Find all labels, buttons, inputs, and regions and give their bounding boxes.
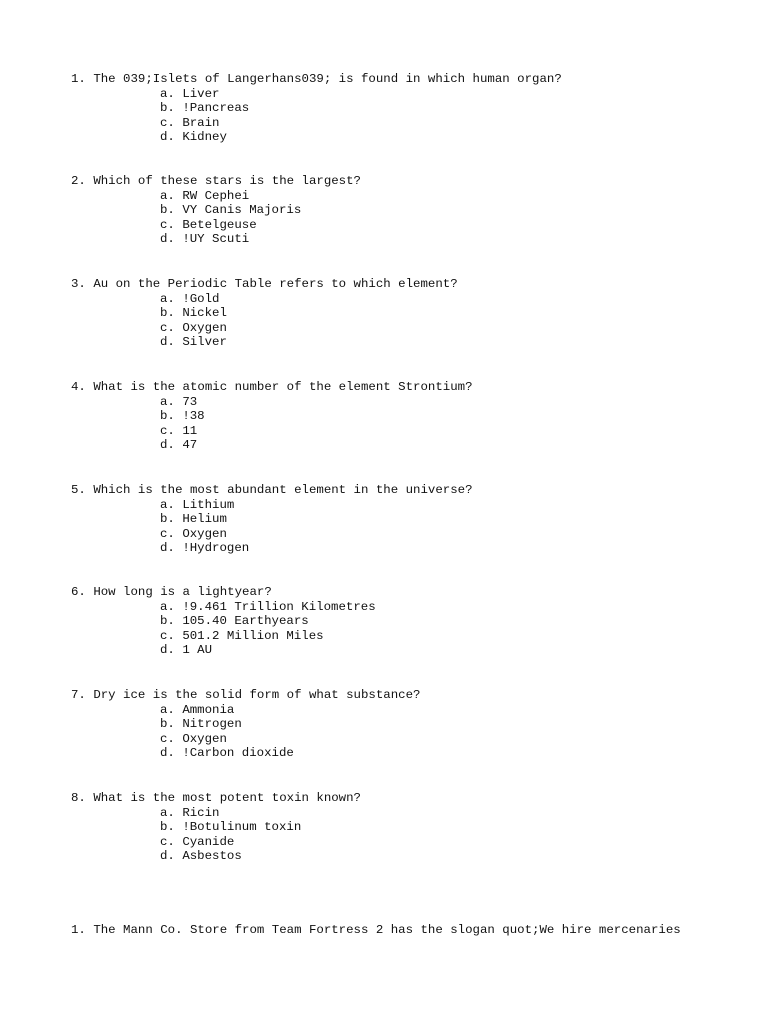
question-stem: Which of these stars is the largest? xyxy=(93,174,361,188)
answer-option xyxy=(71,292,751,307)
question-6 xyxy=(71,585,751,658)
answer-option xyxy=(71,703,751,718)
option-letter: c. xyxy=(160,628,175,643)
answer-option xyxy=(71,395,751,410)
option-text: !UY Scuti xyxy=(182,232,250,247)
question-3 xyxy=(71,277,751,350)
answer-option xyxy=(71,849,751,864)
option-text: 105.40 Earthyears xyxy=(182,614,309,629)
option-letter: a. xyxy=(160,291,175,306)
question-stem: Dry ice is the solid form of what substance? xyxy=(93,688,421,702)
option-text: Ammonia xyxy=(182,702,235,717)
question-2 xyxy=(71,174,751,247)
option-text: !Botulinum toxin xyxy=(182,820,302,835)
answer-option xyxy=(71,527,751,542)
question-text xyxy=(71,791,751,806)
question-1 xyxy=(71,72,751,145)
question-text xyxy=(71,72,751,87)
answer-option xyxy=(71,438,751,453)
option-text: 11 xyxy=(182,423,198,438)
answer-option xyxy=(71,541,751,556)
option-letter: b. xyxy=(160,512,175,527)
option-letter: c. xyxy=(160,115,175,130)
option-letter: d. xyxy=(160,232,175,247)
option-text: Nitrogen xyxy=(182,717,242,732)
answer-option xyxy=(71,116,751,131)
option-letter: d. xyxy=(160,335,175,350)
option-letter: c. xyxy=(160,423,175,438)
question-number: 1. xyxy=(71,72,86,86)
option-text: !38 xyxy=(182,409,205,424)
answer-option xyxy=(71,512,751,527)
option-text: Cyanide xyxy=(182,834,235,849)
question-number: 7. xyxy=(71,688,86,702)
option-text: 73 xyxy=(182,394,198,409)
option-text: VY Canis Majoris xyxy=(182,203,302,218)
option-text: Oxygen xyxy=(182,731,227,746)
question-text xyxy=(71,483,751,498)
answer-option xyxy=(71,424,751,439)
question-5 xyxy=(71,483,751,556)
question-stem: The 039;Islets of Langerhans039; is found in which human organ? xyxy=(93,72,562,86)
option-letter: d. xyxy=(160,849,175,864)
option-text: !Gold xyxy=(182,291,220,306)
answer-option xyxy=(71,409,751,424)
question-text xyxy=(71,380,751,395)
option-letter: a. xyxy=(160,805,175,820)
option-text: Helium xyxy=(182,512,227,527)
answer-option xyxy=(71,189,751,204)
question-7 xyxy=(71,688,751,761)
answer-option xyxy=(71,600,751,615)
question-number: 4. xyxy=(71,380,86,394)
question-stem: Au on the Periodic Table refers to which element? xyxy=(93,277,458,291)
question-number: 3. xyxy=(71,277,86,291)
option-letter: d. xyxy=(160,438,175,453)
option-text: Betelgeuse xyxy=(182,217,257,232)
option-letter: c. xyxy=(160,731,175,746)
option-letter: d. xyxy=(160,643,175,658)
answer-option xyxy=(71,335,751,350)
question-4 xyxy=(71,380,751,453)
option-text: Nickel xyxy=(182,306,227,321)
option-letter: c. xyxy=(160,320,175,335)
option-letter: d. xyxy=(160,541,175,556)
answer-option xyxy=(71,101,751,116)
option-letter: a. xyxy=(160,497,175,512)
answer-option xyxy=(71,87,751,102)
option-letter: b. xyxy=(160,409,175,424)
option-letter: c. xyxy=(160,834,175,849)
question-number: 6. xyxy=(71,585,86,599)
question-8 xyxy=(71,791,751,864)
option-text: Kidney xyxy=(182,130,227,145)
question-text xyxy=(71,174,751,189)
option-text: 47 xyxy=(182,438,198,453)
question-number: 5. xyxy=(71,483,86,497)
answer-option xyxy=(71,629,751,644)
option-letter: b. xyxy=(160,717,175,732)
trailing-question xyxy=(71,923,681,938)
option-letter: a. xyxy=(160,599,175,614)
option-text: Brain xyxy=(182,115,220,130)
option-text: Lithium xyxy=(182,497,235,512)
option-text: Ricin xyxy=(182,805,220,820)
option-text: 1 AU xyxy=(182,643,213,658)
option-text: RW Cephei xyxy=(182,188,250,203)
question-stem: What is the atomic number of the element Strontium? xyxy=(93,380,473,394)
option-text: Oxygen xyxy=(182,320,227,335)
option-text: 501.2 Million Miles xyxy=(182,628,324,643)
answer-option xyxy=(71,232,751,247)
option-letter: a. xyxy=(160,86,175,101)
option-letter: d. xyxy=(160,746,175,761)
option-text: Silver xyxy=(182,335,227,350)
option-text: Asbestos xyxy=(182,849,242,864)
option-letter: b. xyxy=(160,820,175,835)
option-text: Liver xyxy=(182,86,220,101)
answer-option xyxy=(71,498,751,513)
question-stem: Which is the most abundant element in the universe? xyxy=(93,483,473,497)
option-letter: b. xyxy=(160,306,175,321)
answer-option xyxy=(71,218,751,233)
answer-option xyxy=(71,806,751,821)
option-text: !Pancreas xyxy=(182,101,250,116)
question-number: 1. xyxy=(71,923,86,937)
question-text xyxy=(71,585,751,600)
answer-option xyxy=(71,614,751,629)
question-stem: The Mann Co. Store from Team Fortress 2 has the slogan quot;We hire mercenaries xyxy=(93,923,681,937)
question-stem: How long is a lightyear? xyxy=(93,585,272,599)
answer-option xyxy=(71,820,751,835)
option-letter: c. xyxy=(160,526,175,541)
answer-option xyxy=(71,306,751,321)
answer-option xyxy=(71,203,751,218)
option-text: !Carbon dioxide xyxy=(182,746,294,761)
question-number: 2. xyxy=(71,174,86,188)
answer-option xyxy=(71,717,751,732)
option-letter: b. xyxy=(160,101,175,116)
question-stem: What is the most potent toxin known? xyxy=(93,791,361,805)
option-text: !9.461 Trillion Kilometres xyxy=(182,599,376,614)
question-number: 8. xyxy=(71,791,86,805)
option-text: !Hydrogen xyxy=(182,541,250,556)
answer-option xyxy=(71,130,751,145)
option-text: Oxygen xyxy=(182,526,227,541)
answer-option xyxy=(71,746,751,761)
option-letter: a. xyxy=(160,394,175,409)
answer-option xyxy=(71,643,751,658)
option-letter: d. xyxy=(160,130,175,145)
option-letter: b. xyxy=(160,203,175,218)
answer-option xyxy=(71,732,751,747)
answer-option xyxy=(71,835,751,850)
option-letter: b. xyxy=(160,614,175,629)
option-letter: a. xyxy=(160,702,175,717)
question-text xyxy=(71,688,751,703)
option-letter: a. xyxy=(160,188,175,203)
option-letter: c. xyxy=(160,217,175,232)
answer-option xyxy=(71,321,751,336)
question-text xyxy=(71,277,751,292)
